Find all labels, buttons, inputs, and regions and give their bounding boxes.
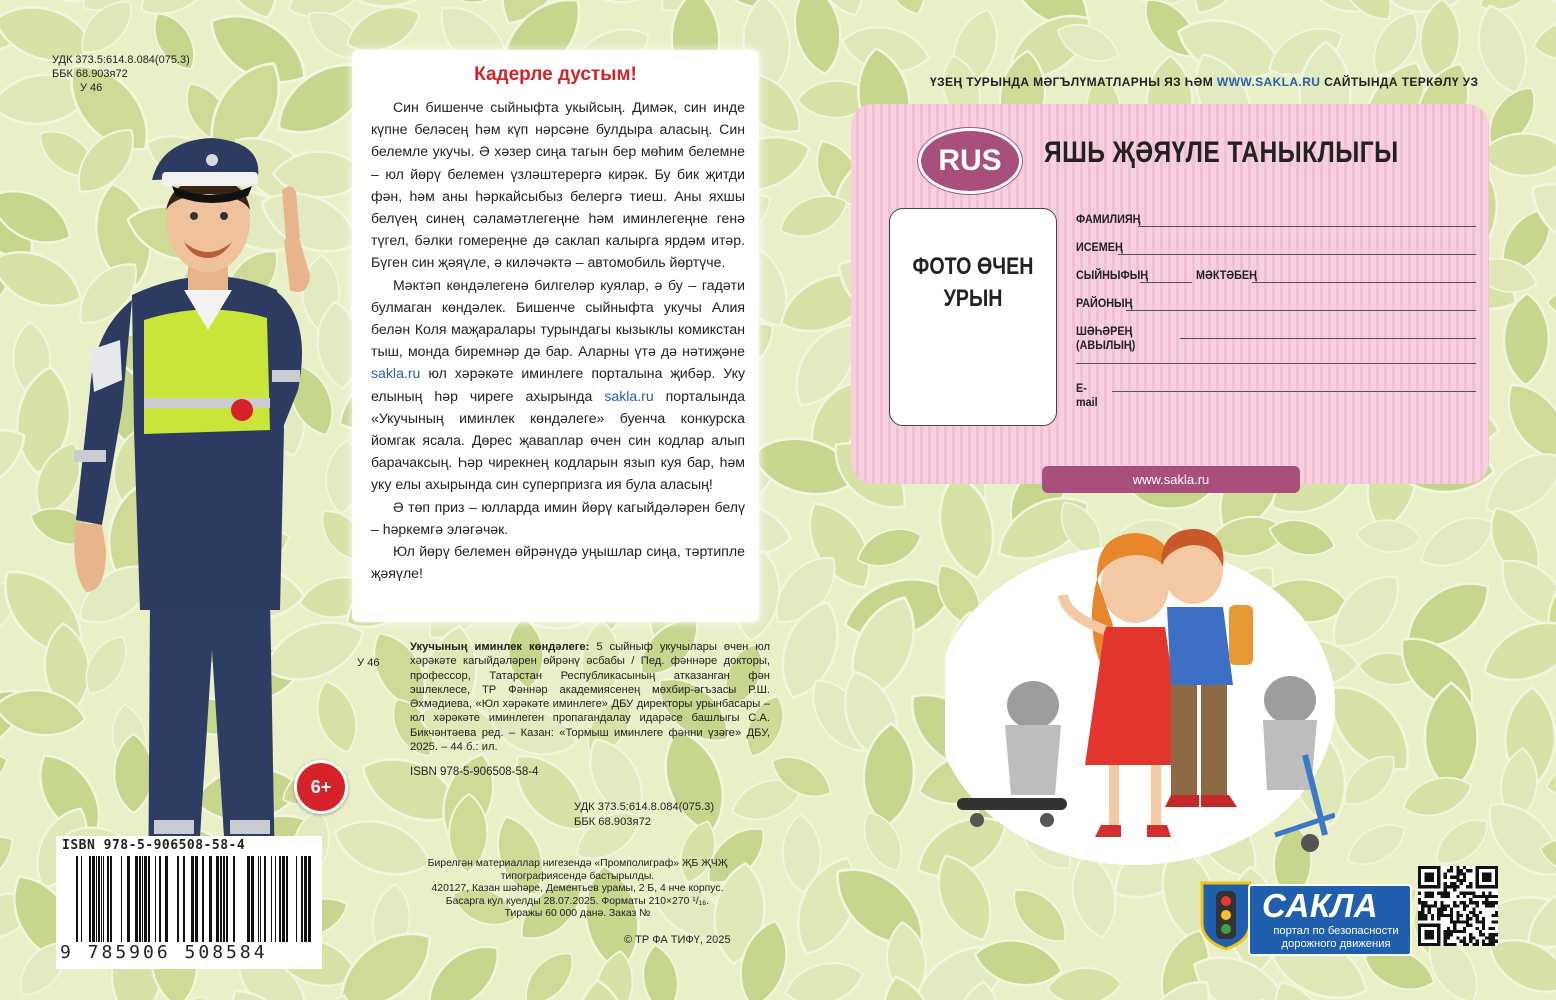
barcode-digits: 9 785906 508584 bbox=[60, 942, 268, 963]
letter-text: Мәктәп көндәлегенә билгеләр куялар, ә бу – гадәти булмаган көндәлек. Бишенче сыйныфта укучы Алия белән Коля маҗаралары турындагы кызыклы комикстан тыш, монда биремнәр дә бар. Аларны үтә дә нәтиҗәне bbox=[371, 276, 745, 360]
sakla-logo[interactable] bbox=[1248, 884, 1412, 956]
bibliography-code: У 46 bbox=[357, 657, 380, 669]
field-input-email[interactable] bbox=[1112, 391, 1476, 392]
catalog-codes-top bbox=[52, 53, 190, 95]
copyright: © ТР ФА ТИФҮ, 2025 bbox=[624, 934, 731, 946]
udk-code: УДК 373.5:614.8.084(075.3) bbox=[574, 801, 715, 813]
letter-paragraph-2 bbox=[371, 274, 745, 496]
print-line: типографиясендә бастырылды. bbox=[500, 870, 655, 882]
children-and-raccoons-illustration bbox=[945, 515, 1335, 865]
barcode-isbn-label: ISBN 978-5-906508-58-4 bbox=[62, 838, 246, 853]
field-label-school: МӘКТӘБЕҢ bbox=[1196, 268, 1257, 282]
photo-label-line: ФОТО ӨЧЕН bbox=[912, 253, 1034, 280]
qr-code-icon[interactable] bbox=[1418, 866, 1498, 946]
card-website-link[interactable]: www.sakla.ru bbox=[1042, 466, 1300, 493]
logo-title: САКЛА bbox=[1262, 887, 1379, 924]
logo-subtitle: портал по безопасности дорожного движения bbox=[1273, 925, 1399, 950]
field-label-name: ИСЕМЕҢ bbox=[1076, 240, 1123, 254]
print-info bbox=[400, 858, 755, 921]
sakla-link[interactable]: sakla.ru bbox=[371, 365, 421, 382]
print-line: 420127, Казан шәһәре, Дементьев урамы, 2 Б, 4 нче корпус. bbox=[431, 883, 724, 894]
field-label-class: СЫЙНЫФЫҢ bbox=[1076, 268, 1149, 282]
letter-text: порталында «Укучының иминлек көндәлеге» буенча конкурска йомгак ясала. Дөрес җаваплар өчен син кодлар алып барачаксың. Һәр чирекнең кодларын язып куя бар, һәм уку елы ахырында син суперпризга ия була аласың! bbox=[371, 387, 745, 493]
photo-label-line: УРЫН bbox=[943, 285, 1003, 312]
print-line: Басарга кул куелды 28.07.2025. Форматы 210×270 ¹/₁₆. bbox=[445, 895, 710, 907]
letter-title: Кадерле дустым! bbox=[474, 64, 637, 85]
bibliography-entry bbox=[410, 640, 770, 754]
letter-panel bbox=[352, 50, 759, 622]
field-label-district: РАЙОНЫҢ bbox=[1076, 296, 1133, 310]
age-rating-badge: 6+ bbox=[294, 760, 348, 814]
field-input-city-extra[interactable] bbox=[1076, 363, 1476, 364]
traffic-light-shield-icon bbox=[1200, 879, 1252, 951]
author-code: У 46 bbox=[80, 82, 103, 94]
field-label-email: E-mail bbox=[1076, 381, 1098, 409]
field-input-district[interactable] bbox=[1126, 310, 1476, 311]
book-title: Укучының иминлек көндәлеге: bbox=[410, 641, 590, 653]
print-line: Тиражы 60 000 данә. Заказ № bbox=[504, 908, 651, 919]
letter-text: юл хәрәкәте иминлеге порталына җибәр. Уку елының һәр чиреге ахырында bbox=[371, 365, 745, 404]
field-input-surname[interactable] bbox=[1138, 226, 1476, 227]
field-label-surname: ФАМИЛИЯҢ bbox=[1076, 212, 1141, 226]
udk-code: УДК 373.5:614.8.084(075.3) bbox=[52, 54, 190, 66]
barcode-bars bbox=[76, 856, 312, 942]
barcode bbox=[56, 836, 322, 969]
bibliography-text: 5 сыйныф укучылары өчен юл хәрәкәте кагыйдәләрен өйрәнү әсбабы / Пед. фәннәре докторы, профессор, Татарстан Республикасының атказанган фән эшлеклесе, ТР Фәннәр академиясенең мөхбир-әгъзасы Р.Ш. Әхмәдиева, «Юл хәрәкәте иминлеге» ДБУ директоры урынбасары – юл хәрәкәте иминлеген пропагандалау идарәсе башлыгы С.А. Бикчәнтәева ред. – Казан: «Тормыш иминлеге фәнни үзәге» ДБУ, 2025. – 44 б.: ил. bbox=[410, 641, 770, 754]
registration-prefix: ҮЗЕҢ ТУРЫНДА МӘГЪЛҮМАТЛАРНЫ ЯЗ ҺӘМ bbox=[930, 75, 1217, 89]
print-line: Бирелгән материаллар нигезендә «Промполиграф» ҖБ ҖЧҖ bbox=[427, 858, 728, 869]
field-label-city: ШӘҺӘРЕҢ (АВЫЛЫҢ) bbox=[1076, 324, 1136, 352]
letter-paragraph-3: Ә төп приз – юлларда имин йөрү кагыйдәләрен белү – һәркемгә эләгәчәк. bbox=[371, 498, 745, 537]
letter-paragraph-4: Юл йөрү белемен өйрәнүдә уңышлар сиңа, тәртипле җәяүле! bbox=[371, 543, 745, 582]
field-input-city[interactable] bbox=[1180, 338, 1476, 339]
registration-site-link[interactable]: WWW.SAKLA.RU bbox=[1216, 75, 1321, 89]
isbn-text: ISBN 978-5-906508-58-4 bbox=[410, 766, 539, 778]
bbk-code: ББК 68.903я72 bbox=[52, 68, 128, 80]
registration-suffix: САЙТЫНДА ТЕРКӘЛҮ УЗ bbox=[1320, 75, 1479, 89]
field-input-class[interactable] bbox=[1140, 282, 1192, 283]
photo-placeholder[interactable] bbox=[889, 208, 1057, 426]
letter-body bbox=[352, 96, 759, 584]
registration-instruction bbox=[930, 75, 1478, 89]
country-badge: RUS bbox=[918, 128, 1022, 194]
photo-placeholder-label bbox=[905, 251, 1041, 315]
sakla-link[interactable]: sakla.ru bbox=[604, 387, 654, 404]
field-input-name[interactable] bbox=[1118, 254, 1476, 255]
letter-paragraph-1: Син бишенче сыйныфта укыйсың. Димәк, син инде күпне беләсең һәм күп нәрсәне булдыра аласың. Син белемле укучы. Ә хәзер сиңа тагын бер мөһим белемне – юл йөрү белемен үзләштерергә кирәк. Бу бик җитди фән, һәм аны һәркайсыбыз белергә тиеш. Аны яхшы белүең синең сәламәтлегеңне һәм иминлегеңне генә түгел, бәлки гомереңне дә саклап калырга ярдәм итәр. Бүген син җәяүле, ә киләчәктә – автомобиль йөртүче. bbox=[371, 99, 745, 271]
catalog-codes-middle bbox=[574, 800, 714, 830]
id-card-title: ЯШЬ ҖӘЯҮЛЕ ТАНЫКЛЫГЫ bbox=[1044, 136, 1399, 169]
field-input-school[interactable] bbox=[1252, 282, 1476, 283]
bbk-code: ББК 68.903я72 bbox=[574, 816, 652, 828]
